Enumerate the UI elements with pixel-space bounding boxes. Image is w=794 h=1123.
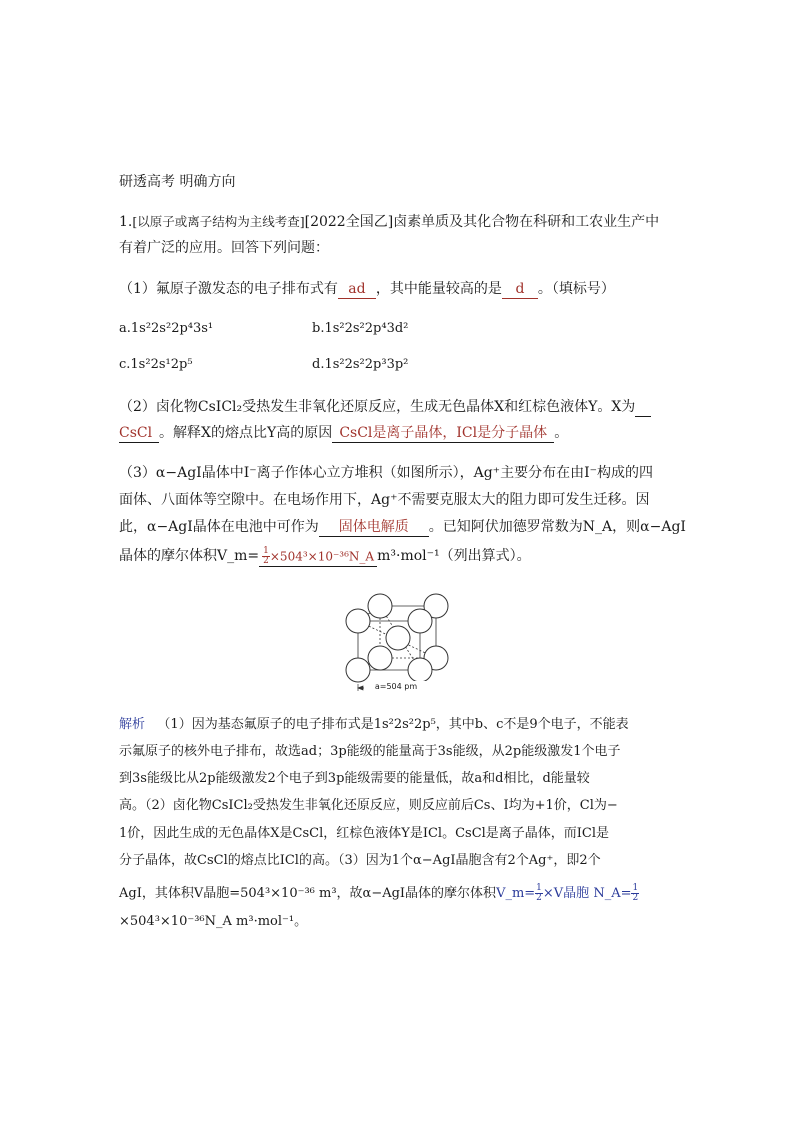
part1-answer-blank-1: [338, 281, 376, 299]
question-tag-source: [2022全国乙]: [304, 214, 394, 230]
part3-line3-post: 。已知阿伏加德罗常数为N_A，则α−AgI: [428, 519, 686, 535]
part2-blank-lead: [635, 399, 651, 417]
analysis-line6: 分子晶体，故CsCl的熔点比ICl的高。（3）因为1个α−AgI晶胞含有2个Ag⁺，即2个: [119, 853, 601, 868]
part2-answer-blank-1: [119, 425, 159, 443]
analysis-line3: 到3s能级比从2p能级激发2个电子到3p能级需要的能量低，故a和d相比，d能量较: [119, 771, 590, 786]
part2-pre: （2）卤化物CsICl₂受热发生非氧化还原反应，生成无色晶体X和红棕色液体Y。X为: [119, 399, 636, 415]
part1-mid: ，其中能量较高的是: [375, 281, 502, 297]
unit-cell-figure: [338, 588, 458, 698]
option-a: a.1s²2s²2p⁴3s¹: [119, 321, 214, 336]
analysis-line7-mid: ×V晶胞 N_A=: [542, 886, 632, 901]
analysis-line4: 高。（2）卤化物CsICl₂受热发生非氧化还原反应，则反应前后Cs、I均为+1价，Cl为−: [119, 798, 618, 813]
part2-line1: [119, 397, 651, 417]
analysis-line7-pre: AgI，其体积V晶胞=504³×10⁻³⁶ m³，故α−AgI晶体的摩尔体积: [119, 886, 497, 901]
part3-line1: （3）α−AgI晶体中I⁻离子作体心立方堆积（如图所示），Ag⁺主要分布在由I⁻构成的四: [119, 465, 653, 481]
part1-answer-2: d: [515, 281, 525, 297]
part1-answer-1: ad: [348, 281, 366, 297]
frac-den: 2: [263, 555, 269, 566]
option-c: c.1s²2s¹2p⁵: [119, 357, 193, 372]
analysis-fraction-1: [535, 884, 543, 903]
analysis-heading: 解析: [119, 717, 146, 732]
part3-line3-pre: 此，α−AgI晶体在电池中可作为: [119, 519, 319, 535]
part3-line4: [119, 546, 531, 567]
question-number: 1.: [119, 214, 133, 230]
frac1-den: 2: [536, 893, 542, 903]
part3-answer-2: ×504³×10⁻³⁶N_A: [269, 549, 375, 563]
part2-answer-blank-2: [332, 425, 554, 443]
frac-num: 1: [263, 545, 269, 556]
part2-answer-1: CsCl: [119, 425, 153, 441]
figure-label: a=504 pm: [364, 681, 428, 693]
part3-answer-blank-1: [319, 519, 429, 537]
analysis-vm: V_m=: [496, 886, 536, 901]
part2-mid: 。解释X的熔点比Y高的原因: [159, 425, 333, 441]
part3-answer-1: 固体电解质: [338, 519, 409, 535]
part3-line2: 面体、八面体等空隙中。在电场作用下，Ag⁺不需要克服太大的阻力即可发生迁移。因: [119, 492, 650, 508]
analysis-line1: [119, 716, 629, 734]
part1-question: [119, 279, 615, 299]
frac2-num: 1: [632, 883, 639, 893]
part1-answer-blank-2: [502, 281, 538, 299]
part3-line4-post: m³·mol⁻¹（列出算式）。: [377, 548, 531, 564]
part3-line4-pre: 晶体的摩尔体积V_m=: [119, 548, 260, 564]
part1-post: 。（填标号）: [537, 281, 615, 297]
part2-post: 。: [554, 425, 569, 441]
question-intro-text: 卤素单质及其化合物在科研和工农业生产中: [393, 214, 660, 230]
question-intro-line2: 有着广泛的应用。回答下列问题：: [119, 240, 329, 256]
analysis-text-1: （1）因为基态氟原子的电子排布式是1s²2s²2p⁵，其中b、c不是9个电子，不能表: [157, 717, 629, 732]
analysis-line8: ×504³×10⁻³⁶N_A m³·mol⁻¹。: [119, 914, 308, 929]
part3-line3: [119, 517, 686, 537]
option-d: d.1s²2s²2p³3p²: [312, 357, 409, 372]
section-title: 研透高考 明确方向: [119, 174, 236, 190]
part1-pre: （1）氟原子激发态的电子排布式有: [119, 281, 338, 297]
frac2-den: 2: [632, 893, 639, 903]
part3-answer-fraction: [262, 547, 270, 566]
question-tag-topic: [以原子或离子结构为主线考查]: [132, 214, 305, 229]
analysis-fraction-2: [631, 884, 639, 903]
part2-answer-2: CsCl是离子晶体，ICl是分子晶体: [339, 425, 548, 441]
question-intro-line1: [119, 212, 659, 232]
part3-answer-blank-2: [259, 547, 377, 567]
frac1-num: 1: [536, 883, 542, 893]
option-b: b.1s²2s²2p⁴3d²: [312, 321, 409, 336]
analysis-line7: [119, 884, 639, 903]
analysis-line5: 1价，因此生成的无色晶体X是CsCl，红棕色液体Y是ICl。CsCl是离子晶体，而ICl是: [119, 826, 610, 841]
part2-line2: [119, 423, 568, 443]
analysis-line2: 示氟原子的核外电子排布，故选ad；3p能级的能量高于3s能级，从2p能级激发1个电子: [119, 744, 621, 759]
